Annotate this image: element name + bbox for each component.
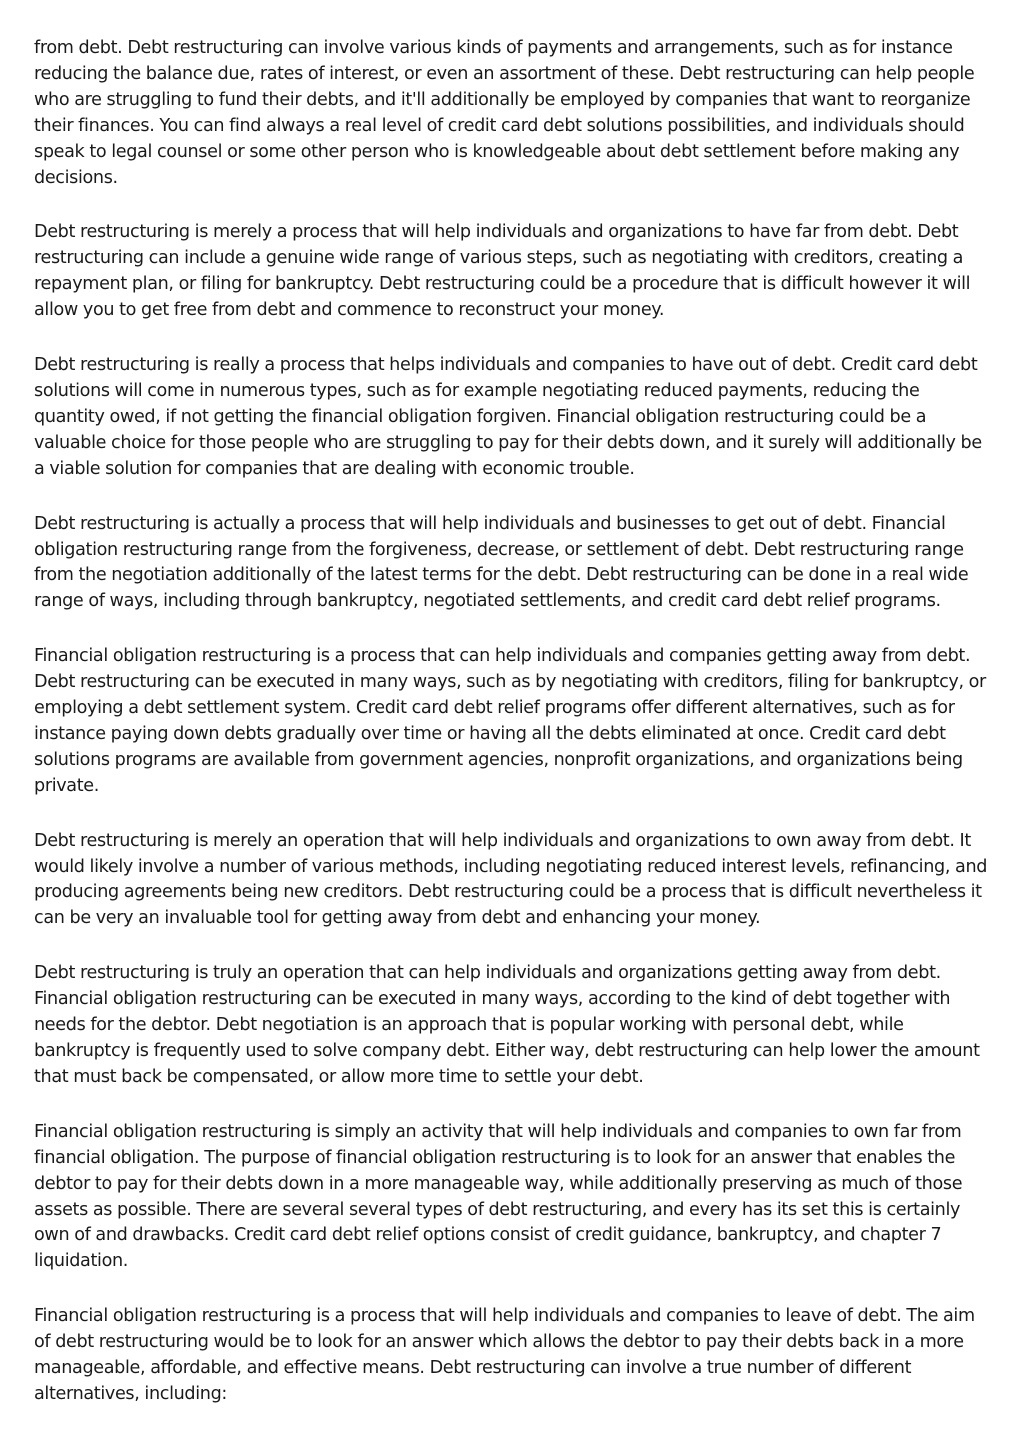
paragraph: Debt restructuring is actually a process that will help individuals and businesses to get out of debt. Financial obligation restructuring range from the forgiveness, decrease, or settlement of debt. Debt restructuring range from the negotiation additionally of the latest terms for the debt. Debt restructuring can be done in a real wide range of ways, including through bankruptcy, negotiated settlements, and credit card debt relief programs. — [34, 513, 969, 612]
document-body — [34, 36, 994, 1437]
paragraph: Financial obligation restructuring is a process that can help individuals and companies getting away from debt. Debt restructuring can be executed in many ways, such as by negotiating with creditors, filing for bankruptcy, or employing a debt settlement system. Credit card debt relief programs offer different alternatives, such as for instance paying down debts gradually over time or having all the debts eliminated at once. Credit card debt solutions programs are available from government agencies, nonprofit organizations, and organizations being private. — [34, 646, 986, 796]
paragraph: Debt restructuring is really a process that helps individuals and companies to have out of debt. Credit card debt solutions will come in numerous types, such as for example negotiating reduced payments, reducing the quantity owed, if not getting the financial obligation forgiven. Financial obligation restructuring could be a valuable choice for those people who are struggling to pay for their debts down, and it surely will additionally be a viable solution for companies that are dealing with economic trouble. — [34, 355, 982, 479]
paragraph: Debt restructuring is truly an operation that can help individuals and organizations getting away from debt. Financial obligation restructuring can be executed in many ways, according to the kind of debt together with needs for the debtor. Debt negotiation is an approach that is popular working with personal debt, while bankruptcy is frequently used to solve company debt. Either way, debt restructuring can help lower the amount that must back be compensated, or allow more time to settle your debt. — [34, 963, 980, 1087]
paragraph: Debt restructuring is merely an operation that will help individuals and organizations to own away from debt. It would likely involve a number of various methods, including negotiating reduced interest levels, refinancing, and producing agreements being new creditors. Debt restructuring could be a process that is difficult nevertheless it can be very an invaluable tool for getting away from debt and enhancing your money. — [34, 830, 988, 929]
paragraph: Financial obligation restructuring is simply an activity that will help individuals and companies to own far from financial obligation. The purpose of financial obligation restructuring is to look for an answer that enables the debtor to pay for their debts down in a more manageable way, while additionally preserving as much of those assets as possible. There are several several types of debt restructuring, and every has its set this is certainly own of and drawbacks. Credit card debt relief options consist of credit guidance, bankruptcy, and chapter 7 liquidation. — [34, 1121, 963, 1272]
paragraph: from debt. Debt restructuring can involve various kinds of payments and arrangements, such as for instance reducing the balance due, rates of interest, or even an assortment of these. Debt restructuring can help people who are struggling to fund their debts, and it'll additionally be employed by companies that want to reorganize their finances. You can find always a real level of credit card debt solutions possibilities, and individuals should speak to legal counsel or some other person who is knowledgeable about debt settlement before making any decisions. — [34, 38, 975, 188]
paragraph: Financial obligation restructuring is a process that will help individuals and companies to leave of debt. The aim of debt restructuring would be to look for an answer which allows the debtor to pay their debts back in a more manageable, affordable, and effective means. Debt restructuring can involve a true number of different alternatives, including: — [34, 1306, 975, 1404]
paragraph: Debt restructuring is merely a process that will help individuals and organizations to have far from debt. Debt restructuring can include a genuine wide range of various steps, such as negotiating with creditors, creating a repayment plan, or filing for bankruptcy. Debt restructuring could be a procedure that is difficult however it will allow you to get free from debt and commence to reconstruct your money. — [34, 222, 971, 321]
